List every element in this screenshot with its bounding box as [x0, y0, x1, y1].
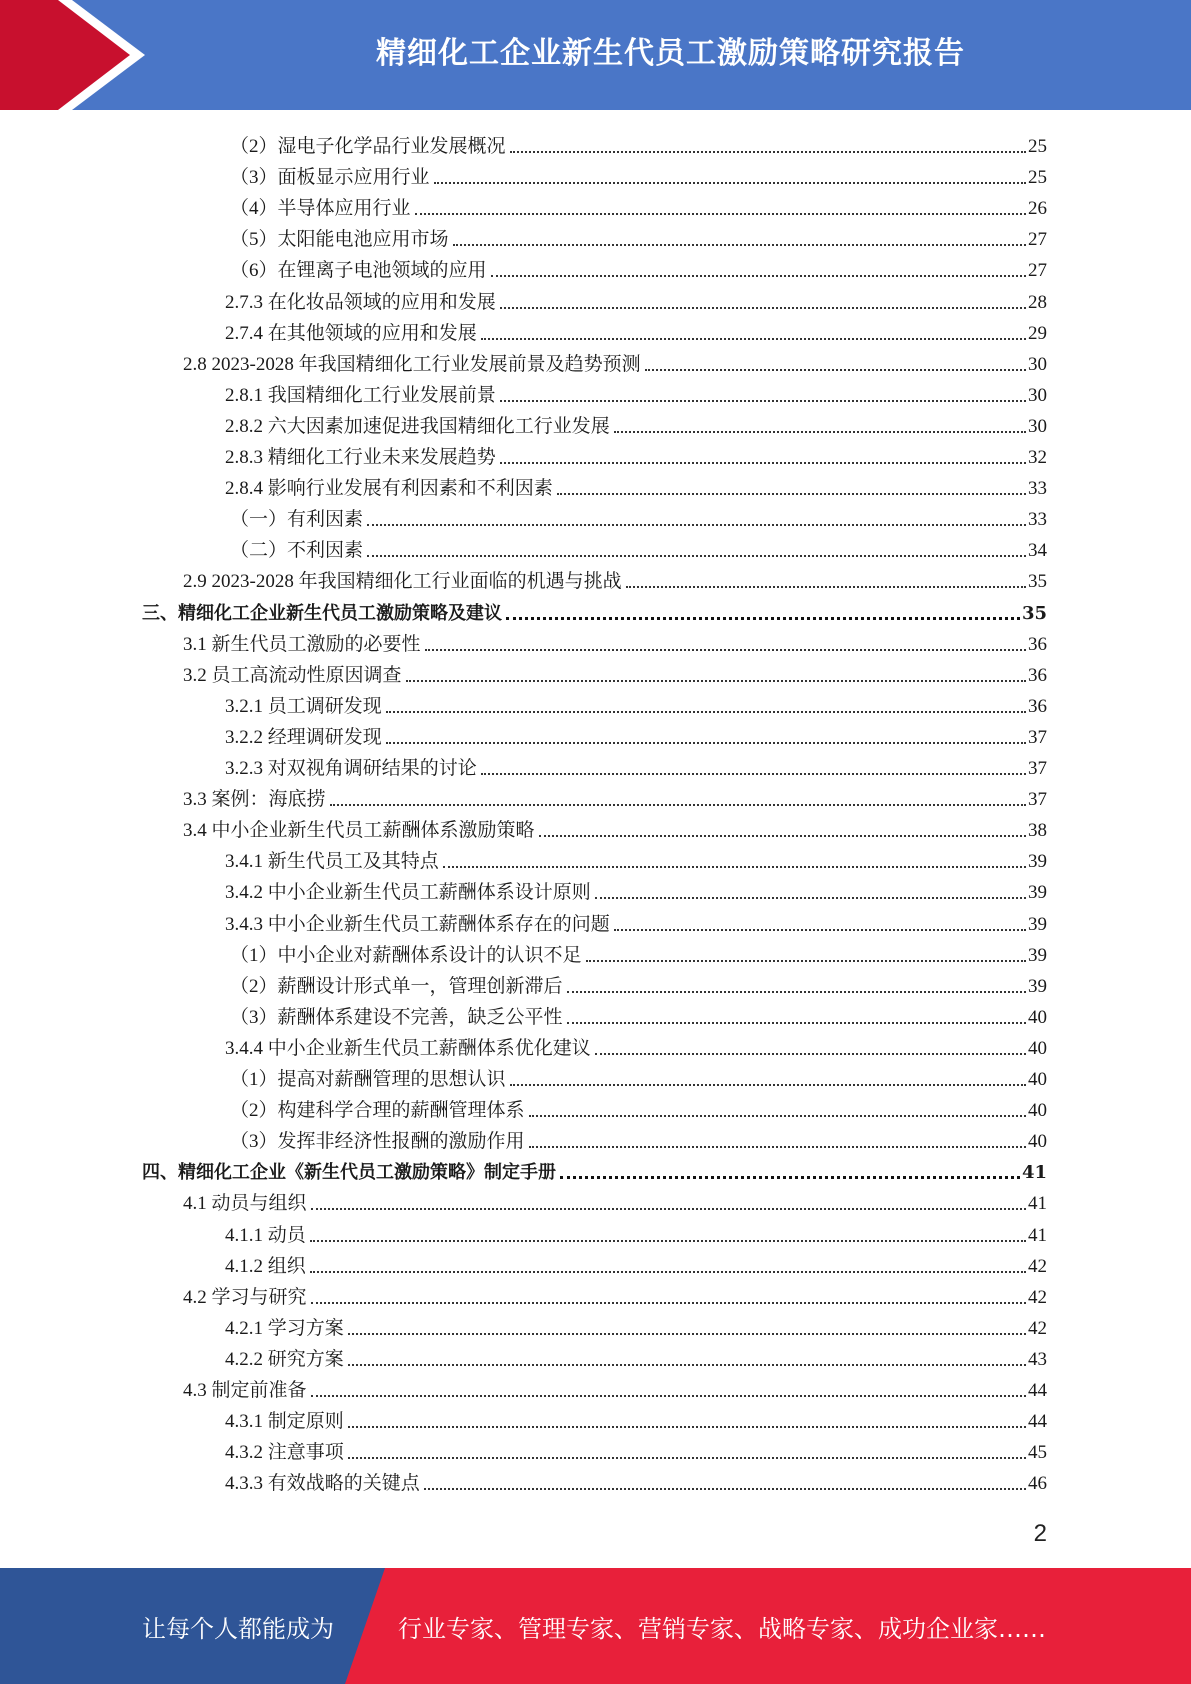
toc-entry-page: 45: [1028, 1442, 1047, 1464]
toc-entry-page: 40: [1028, 1006, 1047, 1028]
toc-entry[interactable]: [230, 998, 1047, 1029]
toc-entry[interactable]: [230, 1091, 1047, 1122]
toc-entry-title: 4.2.2 研究方案: [225, 1348, 344, 1370]
toc-entry[interactable]: [225, 905, 1047, 936]
toc-entry-title: 2.8.3 精细化工行业未来发展趋势: [225, 447, 496, 468]
toc-entry[interactable]: [183, 1278, 1047, 1309]
toc-dot-leader: [310, 1271, 1026, 1273]
toc-entry-title: 2.7.3 在化妆品领域的应用和发展: [225, 291, 496, 313]
toc-entry-page: 42: [1028, 1317, 1047, 1339]
toc-entry-page: 36: [1028, 633, 1047, 655]
toc-entry-page: 36: [1028, 664, 1047, 686]
toc-dot-leader: [367, 555, 1026, 557]
toc-entry-title: 4.3.1 制定原则: [225, 1411, 344, 1433]
toc-dot-leader: [425, 649, 1026, 651]
toc-entry[interactable]: [230, 158, 1047, 189]
toc-entry[interactable]: [225, 1340, 1047, 1371]
toc-entry[interactable]: [230, 500, 1047, 531]
toc-entry[interactable]: [225, 469, 1047, 500]
toc-entry[interactable]: [183, 562, 1047, 593]
toc-entry-title: （一）有利因素: [230, 509, 364, 531]
toc-entry-title: 2.8.2 六大因素加速促进我国精细化工行业发展: [225, 415, 610, 437]
toc-entry[interactable]: [183, 625, 1047, 656]
toc-entry[interactable]: [142, 1153, 1047, 1184]
toc-entry[interactable]: [230, 1060, 1047, 1091]
toc-dot-leader: [406, 680, 1026, 682]
toc-entry-page: 39: [1028, 851, 1047, 873]
toc-entry-page: 43: [1028, 1348, 1047, 1370]
toc-entry[interactable]: [225, 1216, 1047, 1247]
toc-entry-title: （3）发挥非经济性报酬的激励作用: [230, 1131, 525, 1153]
toc-entry-title: 3.4.3 中小企业新生代员工薪酬体系存在的问题: [225, 913, 610, 935]
toc-entry-title: （2）构建科学合理的薪酬管理体系: [230, 1100, 525, 1122]
toc-dot-leader: [500, 307, 1026, 309]
toc-entry[interactable]: [225, 376, 1047, 407]
toc-entry-title: 3.1 新生代员工激励的必要性: [183, 633, 421, 655]
toc-dot-leader: [529, 1115, 1026, 1117]
toc-entry-title: 4.3.3 有效战略的关键点: [225, 1473, 420, 1495]
toc-dot-leader: [567, 991, 1026, 993]
toc-entry-page: 34: [1028, 540, 1047, 562]
toc-entry-title: 3.2 员工高流动性原因调查: [183, 664, 402, 686]
toc-entry-title: （1）提高对薪酬管理的思想认识: [230, 1069, 506, 1090]
toc-entry-page: 26: [1028, 198, 1047, 220]
toc-entry-page: 32: [1028, 447, 1047, 468]
toc-entry-title: （2）薪酬设计形式单一，管理创新滞后: [230, 975, 563, 997]
toc-entry-page: 40: [1028, 1131, 1047, 1153]
toc-entry[interactable]: [230, 220, 1047, 251]
toc-entry-title: （4）半导体应用行业: [230, 198, 411, 220]
toc-entry[interactable]: [230, 251, 1047, 282]
toc-dot-leader: [310, 1240, 1026, 1242]
toc-dot-leader: [311, 1208, 1026, 1210]
toc-entry-page: 35: [1028, 571, 1047, 593]
toc-entry-page: 39: [1028, 913, 1047, 935]
toc-entry-title: （3）面板显示应用行业: [230, 167, 430, 189]
toc-entry-page: 27: [1028, 229, 1047, 251]
toc-entry[interactable]: [183, 780, 1047, 811]
toc-entry-title: 2.9 2023-2028 年我国精细化工行业面临的机遇与挑战: [183, 571, 622, 593]
toc-entry[interactable]: [225, 438, 1047, 469]
toc-entry-page: 44: [1028, 1411, 1047, 1433]
toc-dot-leader: [311, 1395, 1026, 1397]
toc-entry[interactable]: [230, 189, 1047, 220]
toc-entry-title: 4.3.2 注意事项: [225, 1442, 344, 1464]
toc-entry-title: 4.1.2 组织: [225, 1255, 306, 1277]
toc-dot-leader: [645, 369, 1026, 371]
toc-dot-leader: [557, 493, 1026, 495]
toc-entry-page: 46: [1028, 1473, 1047, 1495]
page-footer: [0, 1568, 1191, 1684]
toc-entry[interactable]: [183, 656, 1047, 687]
toc-entry-page: 30: [1028, 415, 1047, 437]
toc-entry[interactable]: [225, 314, 1047, 345]
toc-entry[interactable]: [225, 873, 1047, 904]
toc-entry-title: 3.2.2 经理调研发现: [225, 726, 382, 748]
toc-entry-page: 39: [1028, 975, 1047, 997]
toc-entry-title: （5）太阳能电池应用市场: [230, 229, 449, 251]
toc-entry[interactable]: [225, 407, 1047, 438]
toc-entry-title: 2.7.4 在其他领域的应用和发展: [225, 322, 477, 344]
toc-entry-title: 3.2.1 员工调研发现: [225, 695, 382, 717]
toc-entry-page: 37: [1028, 726, 1047, 748]
toc-entry-page: 25: [1028, 167, 1047, 189]
toc-entry-page: 33: [1028, 509, 1047, 531]
toc-dot-leader: [560, 1176, 1020, 1179]
toc-entry-title: （6）在锂离子电池领域的应用: [230, 260, 487, 282]
toc-entry-title: 四、精细化工企业《新生代员工激励策略》制定手册: [142, 1162, 556, 1184]
toc-entry[interactable]: [183, 1371, 1047, 1402]
toc-entry-title: 3.4.4 中小企业新生代员工薪酬体系优化建议: [225, 1037, 591, 1059]
toc-dot-leader: [443, 866, 1026, 868]
toc-dot-leader: [481, 773, 1026, 775]
toc-dot-leader: [415, 213, 1026, 215]
toc-entry[interactable]: [225, 842, 1047, 873]
toc-entry-page: 41: [1021, 1162, 1047, 1184]
toc-dot-leader: [367, 524, 1026, 526]
toc-dot-leader: [348, 1333, 1026, 1335]
toc-dot-leader: [348, 1426, 1026, 1428]
toc-entry-page: 27: [1028, 260, 1047, 282]
toc-dot-leader: [626, 586, 1026, 588]
toc-dot-leader: [386, 742, 1026, 744]
toc-entry-page: 40: [1028, 1037, 1047, 1059]
toc-dot-leader: [586, 960, 1026, 962]
toc-dot-leader: [311, 1302, 1026, 1304]
toc-entry-title: （2）湿电子化学品行业发展概况: [230, 136, 506, 157]
toc-entry-title: （3）薪酬体系建设不完善，缺乏公平性: [230, 1006, 563, 1028]
toc-entry-page: 37: [1028, 758, 1047, 779]
toc-entry-title: 4.2 学习与研究: [183, 1286, 307, 1308]
toc-entry-title: 3.2.3 对双视角调研结果的讨论: [225, 758, 477, 779]
toc-dot-leader: [595, 1053, 1026, 1055]
toc-entry[interactable]: [183, 811, 1047, 842]
toc-entry[interactable]: [225, 687, 1047, 718]
toc-dot-leader: [481, 338, 1026, 340]
toc-entry[interactable]: [225, 1433, 1047, 1464]
report-title: 精细化工企业新生代员工激励策略研究报告: [376, 36, 965, 71]
toc-entry-page: 42: [1028, 1255, 1047, 1277]
toc-entry[interactable]: [142, 594, 1047, 625]
toc-dot-leader: [614, 431, 1026, 433]
toc-entry[interactable]: [230, 936, 1047, 967]
page-number: 2: [1033, 1520, 1047, 1547]
footer-slogan: 让每个人都能成为: [142, 1614, 334, 1643]
toc-dot-leader: [453, 244, 1026, 246]
toc-dot-leader: [510, 1084, 1026, 1086]
toc-dot-leader: [529, 1146, 1026, 1148]
toc-entry-title: 3.4.1 新生代员工及其特点: [225, 851, 439, 873]
toc-entry-page: 39: [1028, 882, 1047, 904]
toc-entry[interactable]: [225, 1247, 1047, 1278]
toc-entry-page: 39: [1028, 944, 1047, 966]
toc-entry-page: 28: [1028, 291, 1047, 313]
toc-dot-leader: [500, 400, 1026, 402]
toc-dot-leader: [424, 1488, 1026, 1490]
toc-dot-leader: [386, 711, 1026, 713]
toc-entry[interactable]: [230, 127, 1047, 158]
toc-entry-page: 29: [1028, 322, 1047, 344]
toc-entry[interactable]: [230, 531, 1047, 562]
toc-entry-title: 2.8 2023-2028 年我国精细化工行业发展前景及趋势预测: [183, 353, 641, 375]
toc-entry[interactable]: [225, 749, 1047, 780]
toc-entry-page: 41: [1028, 1224, 1047, 1246]
toc-dot-leader: [539, 835, 1026, 837]
toc-dot-leader: [348, 1457, 1026, 1459]
toc-entry[interactable]: [230, 1122, 1047, 1153]
footer-expert-list: 行业专家、管理专家、营销专家、战略专家、成功企业家……: [398, 1614, 1046, 1643]
red-chevron-icon: [0, 0, 160, 110]
toc-entry-title: 3.4 中小企业新生代员工薪酬体系激励策略: [183, 820, 535, 842]
toc-entry-page: 41: [1028, 1193, 1047, 1215]
toc-entry-title: 4.1.1 动员: [225, 1224, 306, 1246]
toc-entry-page: 33: [1028, 478, 1047, 500]
toc-entry[interactable]: [230, 967, 1047, 998]
toc-entry-page: 40: [1028, 1069, 1047, 1090]
toc-entry-title: 4.3 制定前准备: [183, 1380, 307, 1401]
toc-entry[interactable]: [183, 345, 1047, 376]
toc-entry[interactable]: [183, 1184, 1047, 1215]
toc-entry[interactable]: [225, 1402, 1047, 1433]
toc-dot-leader: [330, 804, 1026, 806]
toc-entry-title: 2.8.1 我国精细化工行业发展前景: [225, 384, 496, 406]
toc-entry-title: 4.2.1 学习方案: [225, 1317, 344, 1339]
toc-dot-leader: [614, 929, 1026, 931]
toc-entry-title: （1）中小企业对薪酬体系设计的认识不足: [230, 944, 582, 966]
toc-entry-title: 3.4.2 中小企业新生代员工薪酬体系设计原则: [225, 882, 591, 904]
toc-entry-page: 36: [1028, 695, 1047, 717]
toc-entry-page: 37: [1028, 789, 1047, 811]
toc-entry[interactable]: [225, 718, 1047, 749]
toc-entry[interactable]: [225, 1464, 1047, 1495]
toc-entry-title: 2.8.4 影响行业发展有利因素和不利因素: [225, 478, 553, 500]
toc-dot-leader: [348, 1364, 1026, 1366]
toc-entry-page: 30: [1028, 353, 1047, 375]
toc-entry-title: 3.3 案例：海底捞: [183, 789, 326, 811]
toc-entry-title: （二）不利因素: [230, 540, 364, 562]
toc-entry-page: 42: [1028, 1286, 1047, 1308]
toc-dot-leader: [510, 151, 1026, 153]
toc-entry-title: 三、精细化工企业新生代员工激励策略及建议: [142, 602, 502, 624]
toc-dot-leader: [500, 462, 1026, 464]
toc-entry[interactable]: [225, 1309, 1047, 1340]
toc-dot-leader: [506, 617, 1020, 620]
toc-entry-page: 44: [1028, 1380, 1047, 1401]
toc-dot-leader: [567, 1022, 1026, 1024]
toc-dot-leader: [491, 275, 1026, 277]
toc-entry-title: 4.1 动员与组织: [183, 1193, 307, 1215]
toc-entry-page: 30: [1028, 384, 1047, 406]
toc-dot-leader: [595, 897, 1026, 899]
toc-dot-leader: [434, 182, 1026, 184]
toc-entry[interactable]: [225, 283, 1047, 314]
page-header: [0, 0, 1191, 110]
toc-entry-page: 25: [1028, 136, 1047, 157]
toc-entry-page: 38: [1028, 820, 1047, 842]
toc-entry[interactable]: [225, 1029, 1047, 1060]
toc-entry-page: 35: [1021, 602, 1047, 624]
toc-entry-page: 40: [1028, 1100, 1047, 1122]
